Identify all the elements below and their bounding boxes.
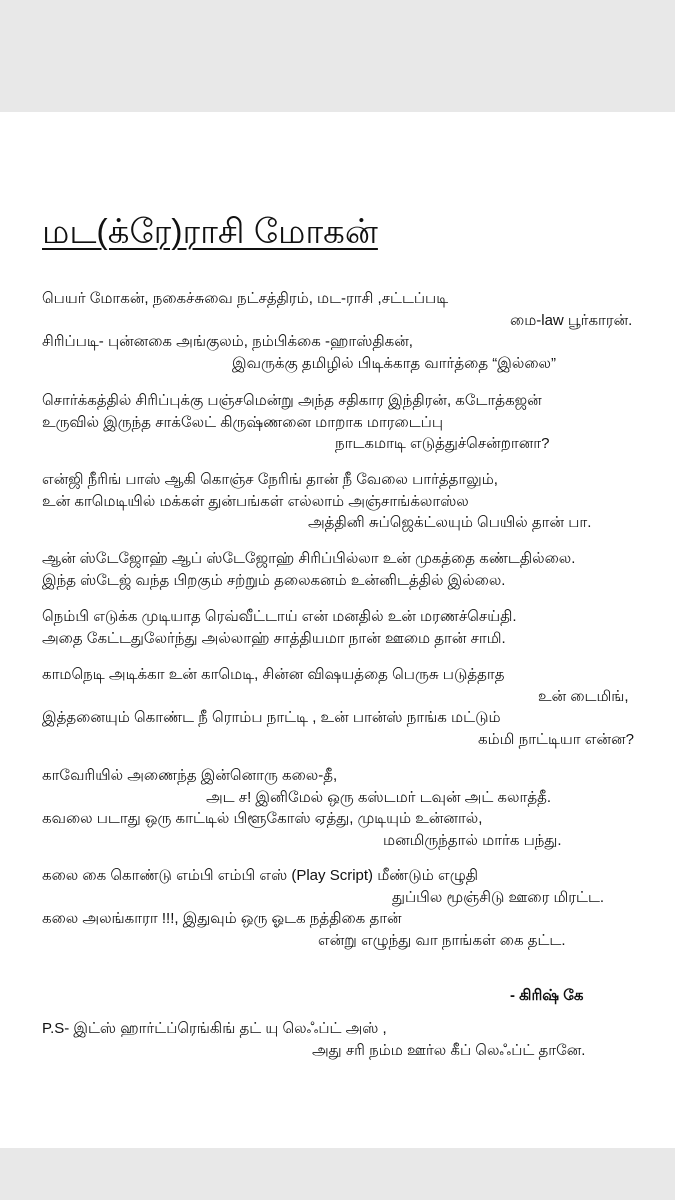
postscript-line: P.S- இட்ஸ் ஹார்ட்ப்ரெங்கிங் தட் யு லெஃப்ட் அஸ் , [42,1020,387,1037]
poem-line: ஆன் ஸ்டேஜோஹ் ஆப் ஸ்டேஜோஹ் சிரிப்பில்லா உன் முகத்தை கண்டதில்லை. [42,550,576,567]
poem-line: உன் டைமிங், [538,688,629,705]
document-page [0,112,675,1148]
poem-line: காமநெடி அடிக்கா உன் காமெடி, சின்ன விஷயத்தை பெருசு படுத்தாத [42,666,505,683]
poem-signature: - கிரிஷ் கே [510,987,584,1004]
poem-line: அதை கேட்டதுலேர்ந்து அல்லாஹ் சாத்தியமா நான் ஊமை தான் சாமி. [42,630,506,647]
poem-line: நாடகமாடி எடுத்துச்சென்றானா? [335,435,550,452]
poem-line: கவலை படாது ஒரு காட்டில் பிளூகோஸ் ஏத்து, முடியும் உன்னால், [42,810,483,827]
poem-line: இவருக்கு தமிழில் பிடிக்காத வார்த்தை “இல்லை” [232,355,556,372]
poem-line: கலை கை கொண்டு எம்பி எம்பி எஸ் (Play Script) மீண்டும் எழுதி [42,867,479,884]
poem-line: காவேரியில் அணைந்த இன்னொரு கலை-தீ, [42,767,338,784]
viewer-bottom-margin [0,1148,675,1200]
poem-line: மனமிருந்தால் மார்க பந்து. [383,832,562,849]
poem-line: என்று எழுந்து வா நாங்கள் கை தட்ட. [318,932,566,949]
poem-line: இத்தனையும் கொண்ட நீ ரொம்ப நாட்டி , உன் பான்ஸ் நாங்க மட்டும் [42,709,501,726]
poem-line: கலை அலங்காரா !!!, இதுவும் ஒரு ஓடக நத்திகை தான் [42,910,402,927]
poem-line: நெம்பி எடுக்க முடியாத ரெவ்வீட்டாய் என் மனதில் உன் மரணச்செய்தி. [42,608,517,625]
poem-line: என்ஜி நீரிங் பாஸ் ஆகி கொஞ்ச நேரிங் தான் நீ வேலை பார்த்தாலும், [42,471,498,488]
postscript-line: அது சரி நம்ம ஊர்ல கீப் லெஃப்ட் தானே. [312,1042,586,1059]
viewer-top-margin [0,0,675,112]
poem-line: பெயர் மோகன், நகைச்சுவை நட்சத்திரம், மட-ராசி ,சட்டப்படி [42,290,449,307]
poem-line: அத்தினி சுப்ஜெக்ட்லயும் பெயில் தான் பா. [308,514,592,531]
poem-line: இந்த ஸ்டேஜ் வந்த பிறகும் சற்றும் தலைகனம் உன்னிடத்தில் இல்லை. [42,572,506,589]
poem-line: உன் காமெடியில் மக்கள் துன்பங்கள் எல்லாம் அஞ்சாங்க்லாஸ்ல [42,493,469,510]
poem-title: மட(க்ரே)ராசி மோகன் [42,213,378,251]
poem-line: உருவில் இருந்த சாக்லேட் கிருஷ்ணனை மாறாக மாரடைப்பு [42,414,443,431]
poem-line: சொர்க்கத்தில் சிரிப்புக்கு பஞ்சமென்று அந்த சதிகார இந்திரன், கடோத்கஜன் [42,392,542,409]
poem-line: சிரிப்படி- புன்னகை அங்குலம், நம்பிக்கை -ஹாஸ்திகன், [42,333,413,350]
poem-line: துப்பில மூஞ்சிடு ஊரை மிரட்ட. [392,889,605,906]
poem-line: அட ச! இனிமேல் ஒரு கஸ்டமர் டவுன் அட் கலாத்தீ. [206,789,552,806]
poem-line: மை-law பூர்காரன். [510,312,633,329]
poem-line: கம்மி நாட்டியா என்ன? [478,731,634,748]
